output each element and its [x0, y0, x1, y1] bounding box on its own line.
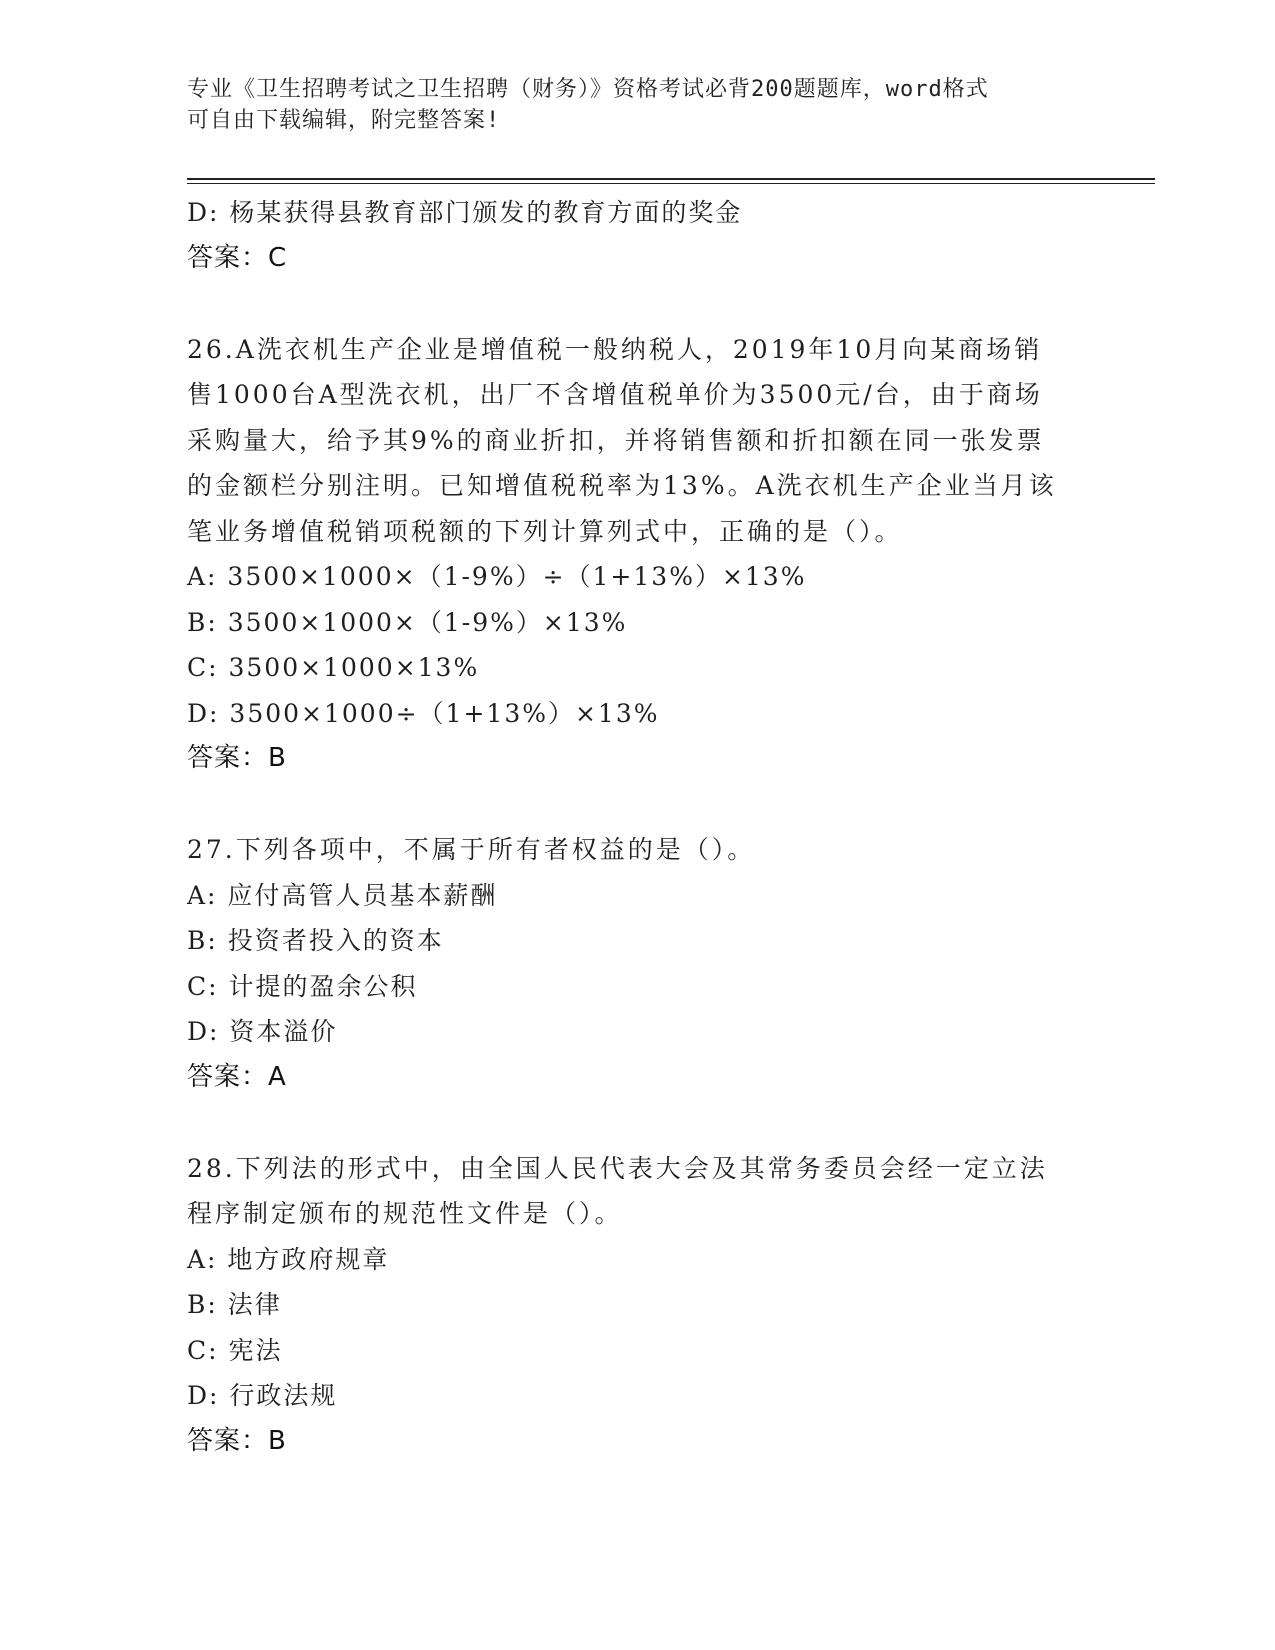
answer-line: 答案：B: [187, 743, 287, 773]
question-stem-line: 26.A洗衣机生产企业是增值税一般纳税人，2019年10月向某商场销: [187, 334, 1043, 364]
question-26: [187, 327, 1077, 782]
option-d: D: 杨某获得县教育部门颁发的教育方面的奖金: [187, 198, 743, 227]
option-a: A: 3500×1000×（1-9%）÷（1+13%）×13%: [187, 562, 807, 591]
question-list: [187, 190, 1077, 1464]
option-b: B: 3500×1000×（1-9%）×13%: [187, 607, 628, 637]
spacer: [187, 1100, 1077, 1146]
answer-line: 答案：B: [187, 1425, 287, 1456]
header-line-1: 专业《卫生招聘考试之卫生招聘（财务）》资格考试必背200题题库，word格式: [187, 77, 989, 102]
option-d: D: 资本溢价: [187, 1017, 338, 1046]
question-stem-line: 笔业务增值税销项税额的下列计算列式中，正确的是（）。: [187, 516, 903, 546]
document-header: [187, 74, 1067, 136]
option-c: C: 宪法: [187, 1335, 283, 1365]
header-divider-thin: [187, 183, 1155, 184]
option-d: D: 行政法规: [187, 1381, 338, 1410]
question-stem-line: 采购量大，给予其9%的商业折扣，并将销售额和折扣额在同一张发票: [187, 425, 1045, 455]
question-stem-line: 28.下列法的形式中，由全国人民代表大会及其常务委员会经一定立法: [187, 1153, 1048, 1183]
question-stem-line: 程序制定颁布的规范性文件是（）。: [187, 1199, 623, 1228]
question-27: [187, 827, 1077, 1100]
header-line-2: 可自由下载编辑，附完整答案!: [187, 108, 501, 133]
option-b: B: 投资者投入的资本: [187, 926, 444, 955]
question-stem-line: 的金额栏分别注明。已知增值税税率为13%。A洗衣机生产企业当月该: [187, 471, 1057, 500]
question-stem-line: 27.下列各项中，不属于所有者权益的是（）。: [187, 835, 756, 864]
answer-line: 答案：C: [187, 242, 288, 273]
spacer: [187, 782, 1077, 828]
option-b: B: 法律: [187, 1290, 282, 1319]
option-a: A: 地方政府规章: [187, 1244, 390, 1274]
question-stem-line: 售1000台A型洗衣机，出厂不含增值税单价为3500元/台，由于商场: [187, 380, 1043, 409]
question-28: [187, 1146, 1077, 1465]
option-c: C: 计提的盈余公积: [187, 971, 418, 1001]
option-c: C: 3500×1000×13%: [187, 653, 480, 682]
answer-line: 答案：A: [187, 1061, 287, 1092]
spacer: [187, 281, 1077, 327]
option-a: A: 应付高管人员基本薪酬: [187, 880, 498, 910]
option-d: D: 3500×1000÷（1+13%）×13%: [187, 698, 660, 728]
question-25-tail: [187, 190, 1077, 281]
header-divider-thick: [187, 178, 1155, 180]
